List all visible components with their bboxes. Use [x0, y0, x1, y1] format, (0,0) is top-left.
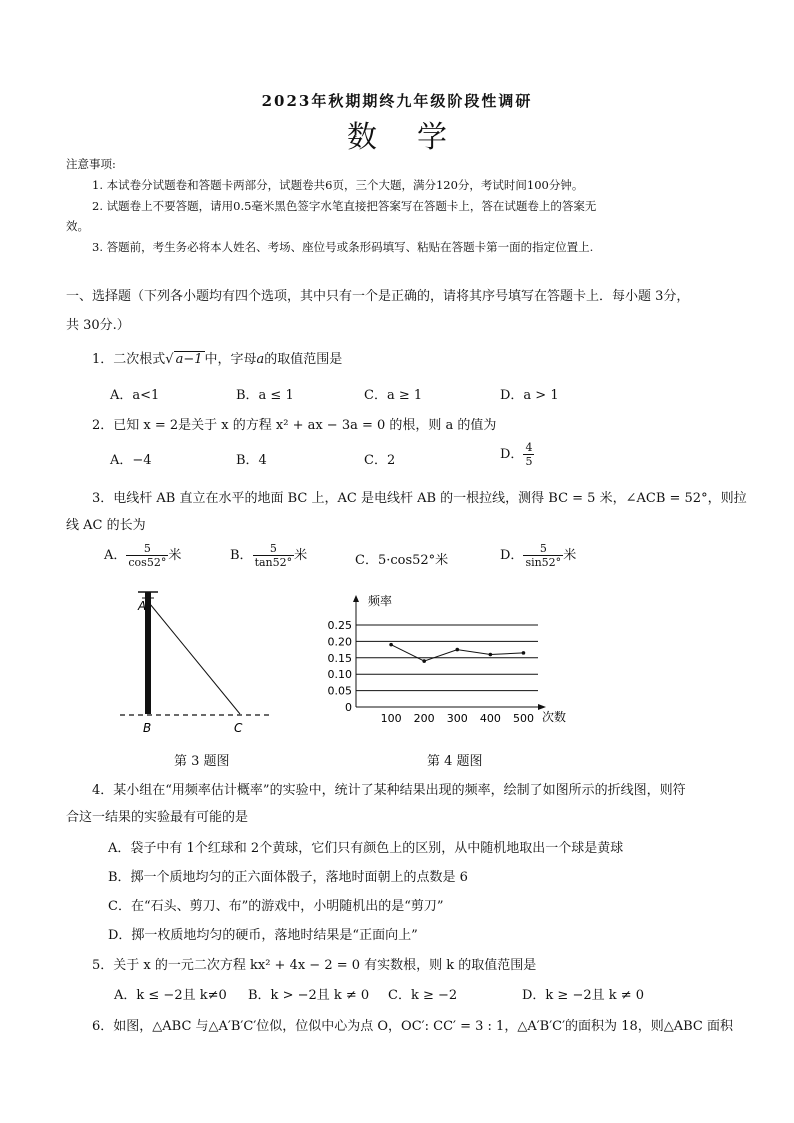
sqrt-sign: √ [165, 352, 174, 367]
q3-option-c: C．5·cos52°米 [355, 553, 449, 568]
q2-option-d-label: D． [500, 447, 524, 462]
subject-title: 数学 [347, 120, 487, 155]
note-item-2-cont: 效。 [66, 219, 89, 233]
q1-option-d: D．a > 1 [500, 388, 559, 403]
question-3-line1: 3．电线杆 AB 直立在水平的地面 BC 上，AC 是电线杆 AB 的一根拉线，测得 BC = 5 米，∠ACB = 52°，则拉 [92, 491, 747, 506]
q2-option-a: A．−4 [110, 453, 152, 468]
chart-y-tick-label: 0 [345, 701, 352, 714]
q1-option-a: A．a<1 [110, 388, 160, 403]
chart-x-tick-label: 200 [413, 712, 435, 725]
q5-option-c: C．k ≥ −2 [388, 988, 458, 1003]
q3-option-b: B． $\frac{5}{\tan 52^\circ}$ 米 [230, 542, 308, 569]
q5-option-b: B．k > −2且 k ≠ 0 [248, 988, 370, 1003]
q1-radicand: a−1 [175, 352, 203, 367]
q1-post: 中，字母 [204, 352, 257, 367]
label-c: C [234, 721, 243, 735]
question-3-line2: 线 AC 的长为 [66, 518, 146, 533]
note-item-3: 3. 答题前，考生务必将本人姓名、考场、座位号或条形码填写、粘贴在答题卡第一面的指定位置上. [92, 240, 594, 254]
note-item-2: 2. 试题卷上不要答题，请用0.5毫米黑色签字水笔直接把答案写在答题卡上，答在试题卷上的答案无 [92, 199, 597, 213]
chart-y-tick-label: 0.10 [327, 668, 352, 682]
question-6: 6．如图，△ABC 与△A′B′C′位似，位似中心为点 O，OC′: CC′ = 3 : 1，△A′B′C′的面积为 18，则△ABC 面积 [92, 1019, 733, 1034]
q1-var: a [256, 352, 265, 367]
chart-x-ticks [381, 712, 534, 725]
question-4-line1: 4．某小组在“用频率估计概率”的实验中，统计了某种结果出现的频率，绘制了如图所示的折线图，则符 [92, 783, 686, 798]
q3-d-fraction: $\frac{5}{\sin 52^\circ}$ [525, 542, 562, 569]
q4-option-a: A．袋子中有 1个红球和 2个黄球，它们只有颜色上的区别，从中随机地取出一个球是黄球 [108, 841, 624, 856]
figure-4-caption: 第 4 题图 [427, 754, 483, 769]
chart-y-axis-arrow [353, 595, 359, 602]
q4-option-b: B．掷一个质地均匀的正六面体骰子，落地时面朝上的点数是 6 [108, 870, 468, 885]
section-heading: 一、选择题（下列各小题均有四个选项，其中只有一个是正确的，请将其序号填写在答题卡上．每小题 3分， [66, 289, 690, 304]
chart-y-tick-label: 0.05 [327, 684, 352, 698]
chart-x-tick-label: 100 [380, 712, 402, 725]
chart-y-tick-label: 0.20 [327, 635, 352, 649]
chart-y-label: 频率 [368, 594, 393, 608]
chart-y-tick-label: 0.25 [327, 619, 352, 632]
chart-x-tick-label: 300 [446, 712, 468, 725]
chart-data-point [422, 659, 426, 663]
figure-3-caption: 第 3 题图 [174, 754, 230, 769]
question-5: 5．关于 x 的一元二次方程 kx² + 4x − 2 = 0 有实数根，则 k 的取值范围是 [92, 958, 537, 973]
figure-3-pole-diagram [110, 586, 280, 736]
chart-x-tick-label: 400 [479, 712, 501, 725]
q2-option-d [500, 441, 534, 468]
q3-option-a: A． $\frac{5}{\cos 52^\circ}$ 米 [104, 542, 182, 569]
q4-option-c: C．在“石头、剪刀、布”的游戏中，小明随机出的是“剪刀” [108, 899, 444, 914]
label-b: B [143, 721, 152, 735]
chart-data-point [455, 648, 459, 652]
label-a: A [138, 599, 147, 613]
q3-b-fraction: $\frac{5}{\tan 52^\circ}$ [254, 542, 293, 569]
q2-option-c: C．2 [364, 453, 396, 468]
chart-data-point [489, 653, 493, 657]
chart-y-tick-label: 0.15 [327, 651, 352, 665]
chart-grid [356, 625, 538, 691]
q5-option-d: D．k ≥ −2且 k ≠ 0 [522, 988, 645, 1003]
chart-series [389, 643, 525, 663]
chart-data-point [389, 643, 393, 647]
figure-4-chart [320, 590, 580, 730]
q1-option-b: B．a ≤ 1 [236, 388, 294, 403]
q3-a-fraction: $\frac{5}{\cos 52^\circ}$ [128, 542, 167, 569]
q1-post2: 的取值范围是 [264, 352, 343, 367]
section-heading-cont: 共 30分.） [66, 318, 130, 333]
question-4-line2: 合这一结果的实验最有可能的是 [66, 810, 249, 825]
q2-option-b: B．4 [236, 453, 267, 468]
q1-option-c: C．a ≥ 1 [364, 388, 423, 403]
guy-wire-ac [150, 604, 240, 714]
chart-x-tick-label: 500 [512, 712, 534, 725]
note-item-1: 1. 本试卷分试题卷和答题卡两部分，试题卷共6页，三个大题，满分120分，考试时间100分钟。 [92, 178, 584, 192]
q4-option-d: D．掷一枚质地均匀的硬币，落地时结果是“正面向上” [108, 928, 418, 943]
chart-x-label: 次数 [542, 710, 567, 724]
notes-heading: 注意事项: [66, 157, 116, 171]
exam-title: 2023年秋期期终九年级阶段性调研 [261, 92, 533, 110]
q2-option-d-fraction: $\frac{4}{5}$ [525, 441, 533, 468]
chart-series-line [391, 645, 523, 661]
question-1 [92, 348, 342, 367]
chart-y-ticks [328, 619, 353, 714]
q1-pre: 1．二次根式 [92, 352, 166, 367]
q5-option-a: A．k ≤ −2且 k≠0 [114, 988, 227, 1003]
q3-option-d: D． $\frac{5}{\sin 52^\circ}$ 米 [500, 542, 577, 569]
question-2: 2．已知 x = 2是关于 x 的方程 x² + ax − 3a = 0 的根，则 a 的值为 [92, 418, 497, 433]
chart-data-point [522, 651, 526, 655]
